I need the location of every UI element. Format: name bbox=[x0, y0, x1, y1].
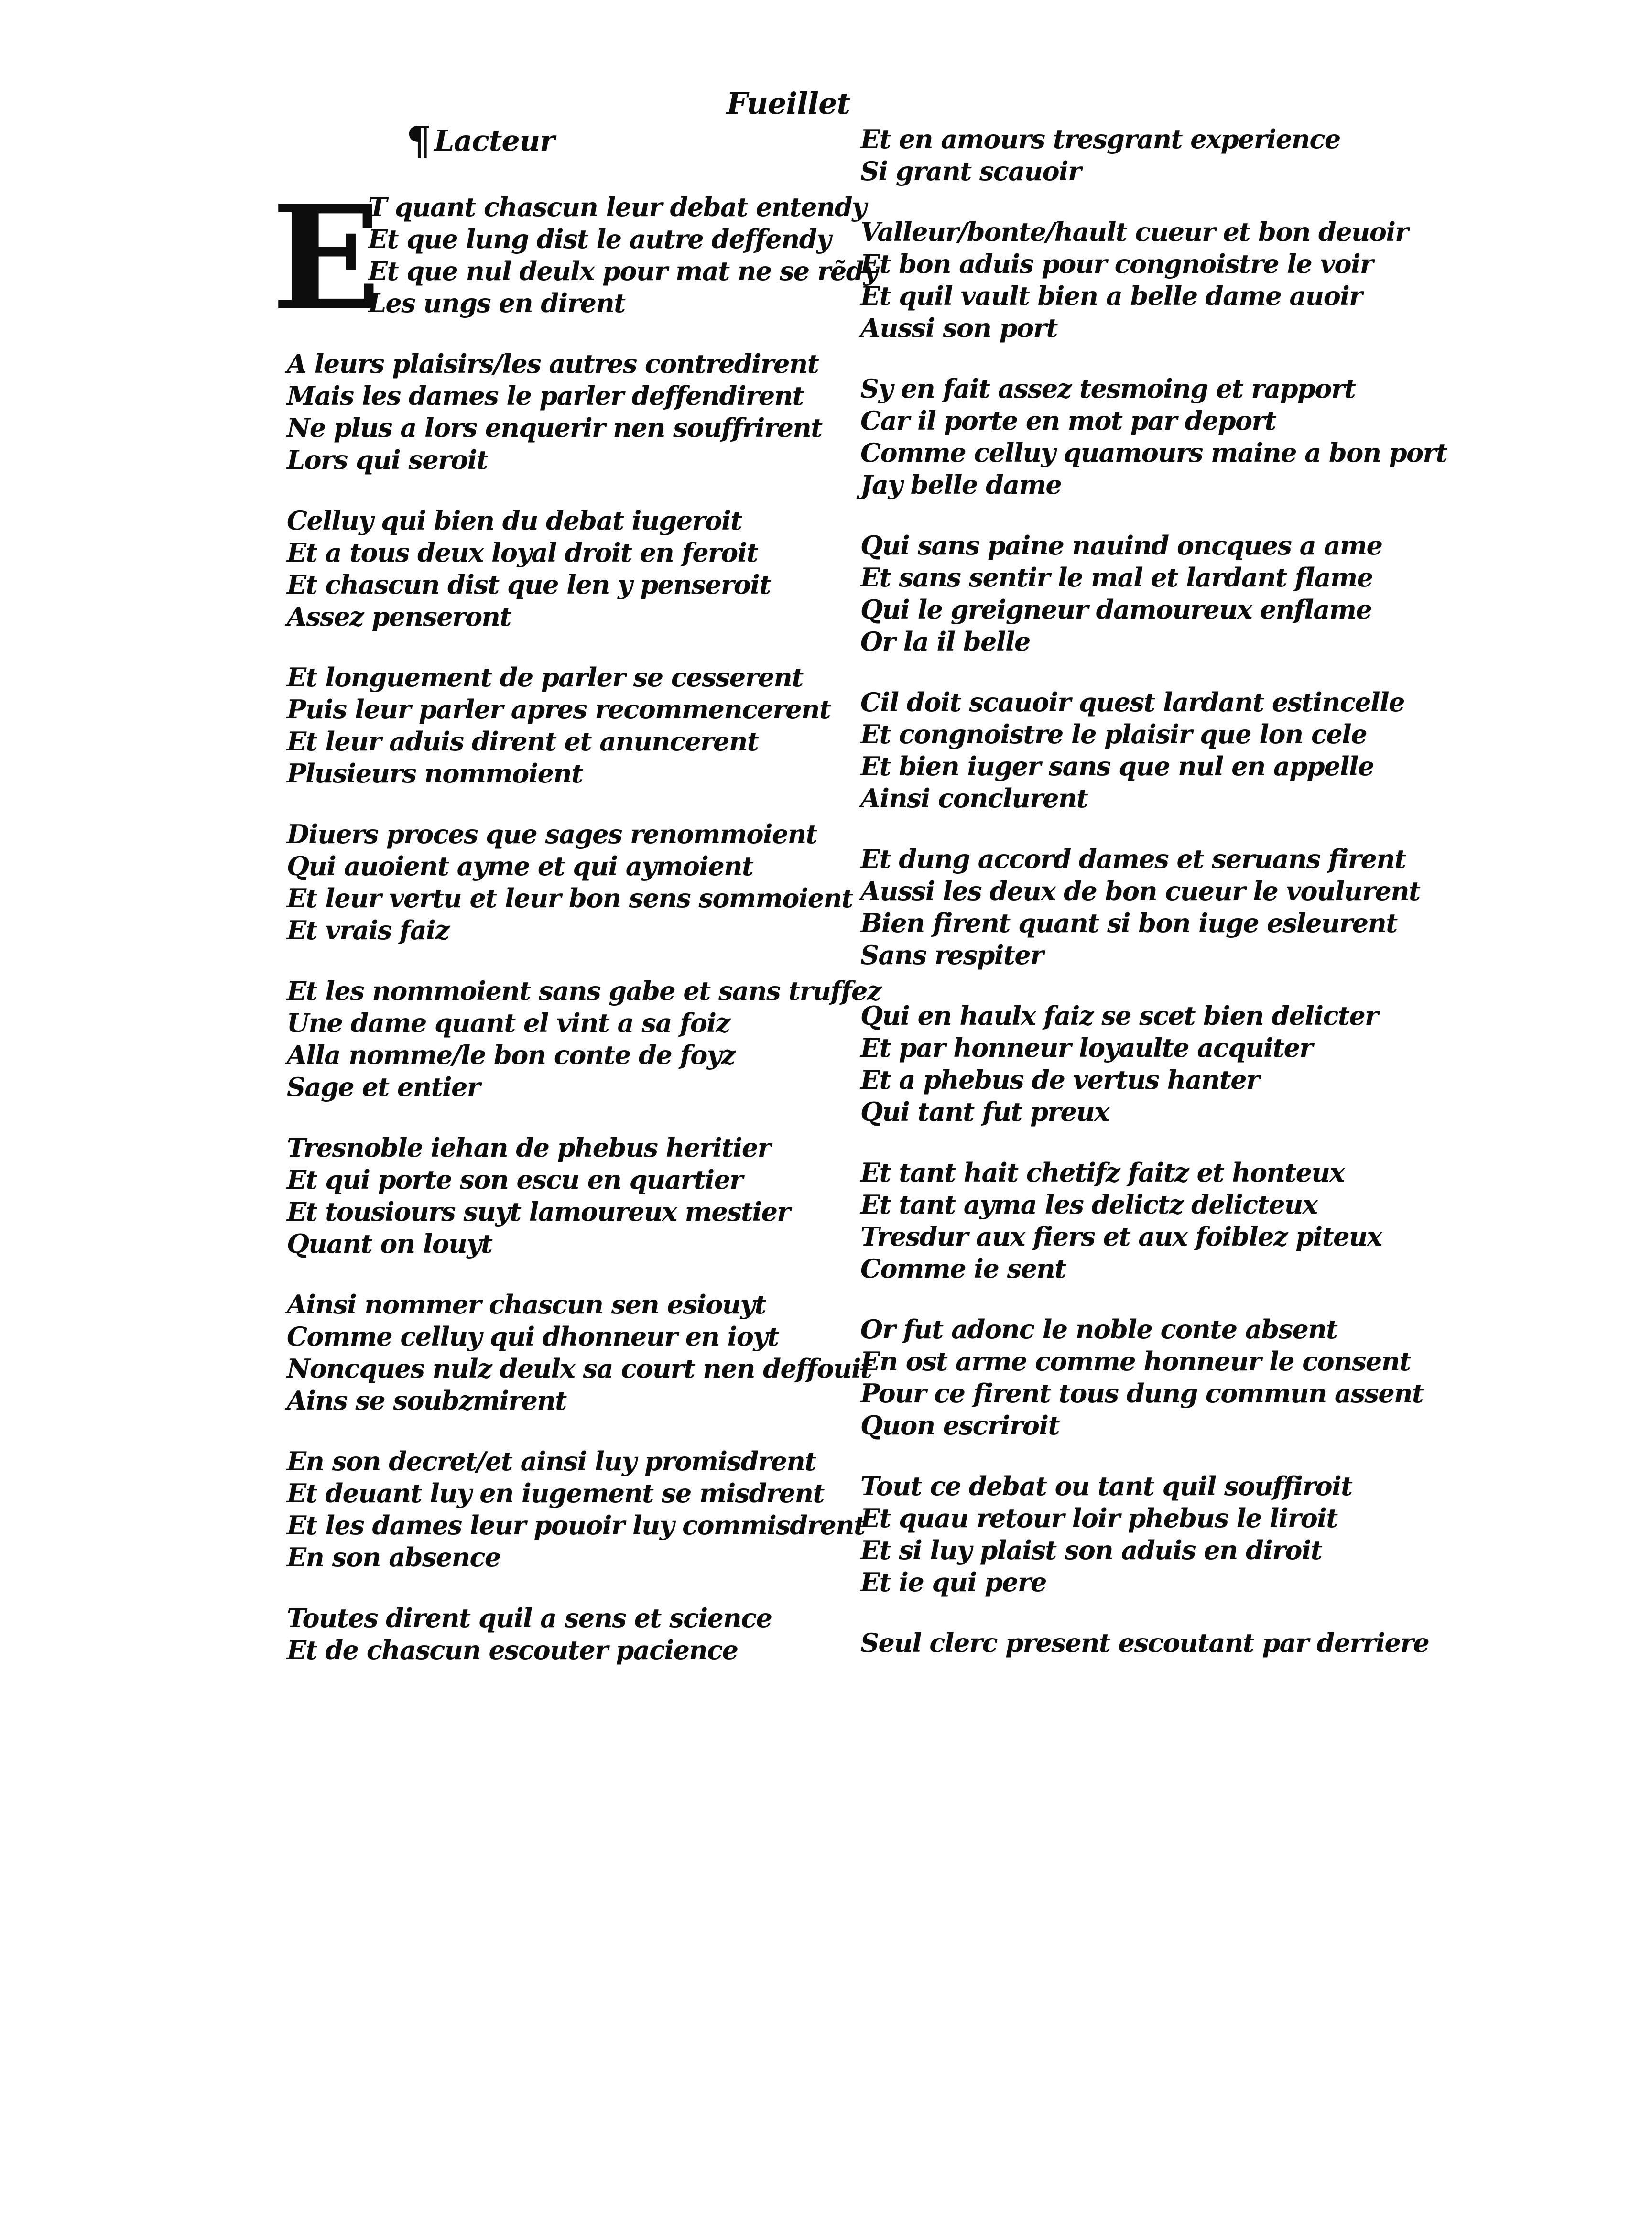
stanza bbox=[287, 1445, 870, 1574]
verse-line: Toutes dirent quil a sens et science bbox=[287, 1603, 772, 1633]
verse-line: Celluy qui bien du debat iugeroit bbox=[287, 505, 742, 536]
verse-line: Et par honneur loyaulte acquiter bbox=[860, 1032, 1313, 1063]
stanza bbox=[860, 1157, 1482, 1285]
verse-line: Qui le greigneur damoureux enflame bbox=[860, 594, 1372, 625]
stanza bbox=[287, 975, 881, 1103]
verse-line: Et leur vertu et leur bon sens sommoient bbox=[287, 883, 853, 913]
verse-line: Quon escriroit bbox=[860, 1410, 1059, 1441]
verse-line: Les ungs en dirent bbox=[368, 288, 625, 318]
verse-line: Diuers proces que sages renommoient bbox=[287, 819, 817, 849]
verse-line: Aussi son port bbox=[860, 313, 1057, 343]
verse-line: Qui tant fut preux bbox=[860, 1096, 1109, 1127]
verse-line: Valleur/bonte/hault cueur et bon deuoir bbox=[860, 217, 1408, 247]
verse-line: Et les dames leur pouoir luy commisdrent bbox=[287, 1510, 865, 1541]
verse-line: Sy en fait assez tesmoing et rapport bbox=[860, 373, 1356, 404]
verse-line: Sans respiter bbox=[860, 940, 1043, 970]
verse-line: Et qui porte son escu en quartier bbox=[287, 1164, 743, 1195]
verse-line: Et dung accord dames et seruans firent bbox=[860, 844, 1406, 874]
verse-line: Bien firent quant si bon iuge esleurent bbox=[860, 908, 1397, 938]
section-heading bbox=[406, 119, 870, 163]
verse-line: Ains se soubzmirent bbox=[287, 1385, 566, 1416]
verse-line: Et a phebus de vertus hanter bbox=[860, 1064, 1260, 1095]
stanza bbox=[287, 818, 870, 946]
stanza bbox=[860, 123, 1482, 187]
verse-line: Lors qui seroit bbox=[287, 445, 488, 475]
verse-line: En ost arme comme honneur le consent bbox=[860, 1346, 1411, 1377]
verse-line: Et tant ayma les delictz delicteux bbox=[860, 1189, 1317, 1220]
verse-line: Et vrais faiz bbox=[287, 915, 449, 945]
verse-line: A leurs plaisirs/les autres contredirent bbox=[287, 348, 819, 379]
stanza bbox=[860, 1000, 1482, 1128]
stanza bbox=[860, 1313, 1482, 1442]
verse-line: Sage et entier bbox=[287, 1072, 480, 1102]
stanza bbox=[860, 216, 1482, 344]
verse-line: Et leur aduis dirent et anuncerent bbox=[287, 726, 759, 757]
verse-line: Or fut adonc le noble conte absent bbox=[860, 1314, 1337, 1345]
heading-text: Lacteur bbox=[434, 124, 554, 158]
verse-line: Ainsi nommer chascun sen esiouyt bbox=[287, 1289, 766, 1320]
left-column bbox=[272, 118, 881, 1695]
decorated-initial-letter: E bbox=[272, 174, 381, 342]
verse-line: Une dame quant el vint a sa foiz bbox=[287, 1008, 730, 1038]
verse-line: Quant on louyt bbox=[287, 1228, 492, 1259]
right-column bbox=[860, 123, 1482, 1688]
verse-line: Puis leur parler apres recommencerent bbox=[287, 694, 831, 725]
verse-line: Jay belle dame bbox=[860, 469, 1062, 500]
verse-line: Et quau retour loir phebus le liroit bbox=[860, 1503, 1337, 1533]
verse-line: Et congnoistre le plaisir que lon cele bbox=[860, 719, 1367, 749]
verse-line: Ainsi conclurent bbox=[860, 783, 1088, 814]
stanza bbox=[287, 505, 870, 633]
verse-line: Et bien iuger sans que nul en appelle bbox=[860, 751, 1374, 782]
stanza bbox=[287, 662, 870, 790]
verse-line: Pour ce firent tous dung commun assent bbox=[860, 1378, 1424, 1409]
stanza bbox=[860, 1627, 1482, 1659]
verse-line: Et si luy plaist son aduis en diroit bbox=[860, 1535, 1322, 1565]
verse-line: Et sans sentir le mal et lardant flame bbox=[860, 562, 1373, 593]
verse-line: Et que lung dist le autre deffendy bbox=[368, 224, 831, 254]
stanza bbox=[287, 348, 870, 476]
verse-line: Qui sans paine nauind oncques a ame bbox=[860, 530, 1382, 561]
verse-line: Et tousiours suyt lamoureux mestier bbox=[287, 1196, 790, 1227]
pilcrow-icon: ¶ bbox=[406, 118, 432, 164]
verse-line: Et a tous deux loyal droit en feroit bbox=[287, 537, 758, 568]
verse-line: Et deuant luy en iugement se misdrent bbox=[287, 1478, 824, 1509]
verse-line: En son absence bbox=[287, 1542, 500, 1573]
verse-line: Tresnoble iehan de phebus heritier bbox=[287, 1132, 771, 1163]
verse-line: T quant chascun leur debat entendy bbox=[368, 192, 867, 222]
stanza bbox=[860, 1470, 1482, 1598]
stanza bbox=[860, 686, 1482, 814]
verse-line: Car il porte en mot par deport bbox=[860, 405, 1276, 436]
verse-line: Comme celluy qui dhonneur en ioyt bbox=[287, 1321, 779, 1352]
verse-line: Tout ce debat ou tant quil souffiroit bbox=[860, 1471, 1352, 1501]
stanza bbox=[860, 373, 1482, 501]
verse-line: Plusieurs nommoient bbox=[287, 758, 583, 789]
stanza bbox=[287, 1132, 870, 1260]
verse-line: Cil doit scauoir quest lardant estincelle bbox=[860, 687, 1404, 717]
verse-line: Or la il belle bbox=[860, 626, 1030, 657]
verse-line: Aussi les deux de bon cueur le voulurent bbox=[860, 876, 1420, 906]
stanza bbox=[860, 530, 1482, 658]
verse-line: Tresdur aux fiers et aux foiblez piteux bbox=[860, 1221, 1382, 1252]
verse-line: Comme celluy quamours maine a bon port bbox=[860, 437, 1447, 468]
verse-line: Comme ie sent bbox=[860, 1253, 1066, 1284]
verse-line: Et bon aduis pour congnoistre le voir bbox=[860, 249, 1373, 279]
verse-line: Noncques nulz deulx sa court nen deffouit bbox=[287, 1353, 872, 1384]
stanza bbox=[287, 1602, 870, 1666]
verse-line: Et ie qui pere bbox=[860, 1567, 1046, 1597]
stanza bbox=[860, 843, 1482, 971]
verse-line: Mais les dames le parler deffendirent bbox=[287, 380, 804, 411]
verse-line: Et tant hait chetifz faitz et honteux bbox=[860, 1157, 1345, 1188]
stanza bbox=[287, 1289, 870, 1417]
verse-line: Et longuement de parler se cesserent bbox=[287, 662, 803, 693]
verse-line: Assez penseront bbox=[287, 601, 511, 632]
verse-line: Seul clerc present escoutant par derriere bbox=[860, 1628, 1429, 1658]
verse-line: Et quil vault bien a belle dame auoir bbox=[860, 281, 1362, 311]
verse-line: Et chascun dist que len y penseroit bbox=[287, 569, 771, 600]
verse-line: Qui en haulx faiz se scet bien delicter bbox=[860, 1000, 1378, 1031]
first-stanza bbox=[272, 174, 878, 342]
verse-line: Qui auoient ayme et qui aymoient bbox=[287, 851, 753, 881]
verse-line: Et de chascun escouter pacience bbox=[287, 1635, 738, 1665]
verse-line: Si grant scauoir bbox=[860, 156, 1081, 186]
verse-line: Alla nomme/le bon conte de foyz bbox=[287, 1040, 735, 1070]
verse-line: Et en amours tresgrant experience bbox=[860, 124, 1340, 154]
folio-header: Fueillet bbox=[727, 86, 850, 121]
verse-line: En son decret/et ainsi luy promisdrent bbox=[287, 1446, 816, 1476]
verse-line: Ne plus a lors enquerir nen souffrirent bbox=[287, 412, 822, 443]
verse-line: Et que nul deulx pour mat ne se rẽdy bbox=[368, 256, 878, 286]
verse-line: Et les nommoient sans gabe et sans truffez bbox=[287, 976, 881, 1006]
